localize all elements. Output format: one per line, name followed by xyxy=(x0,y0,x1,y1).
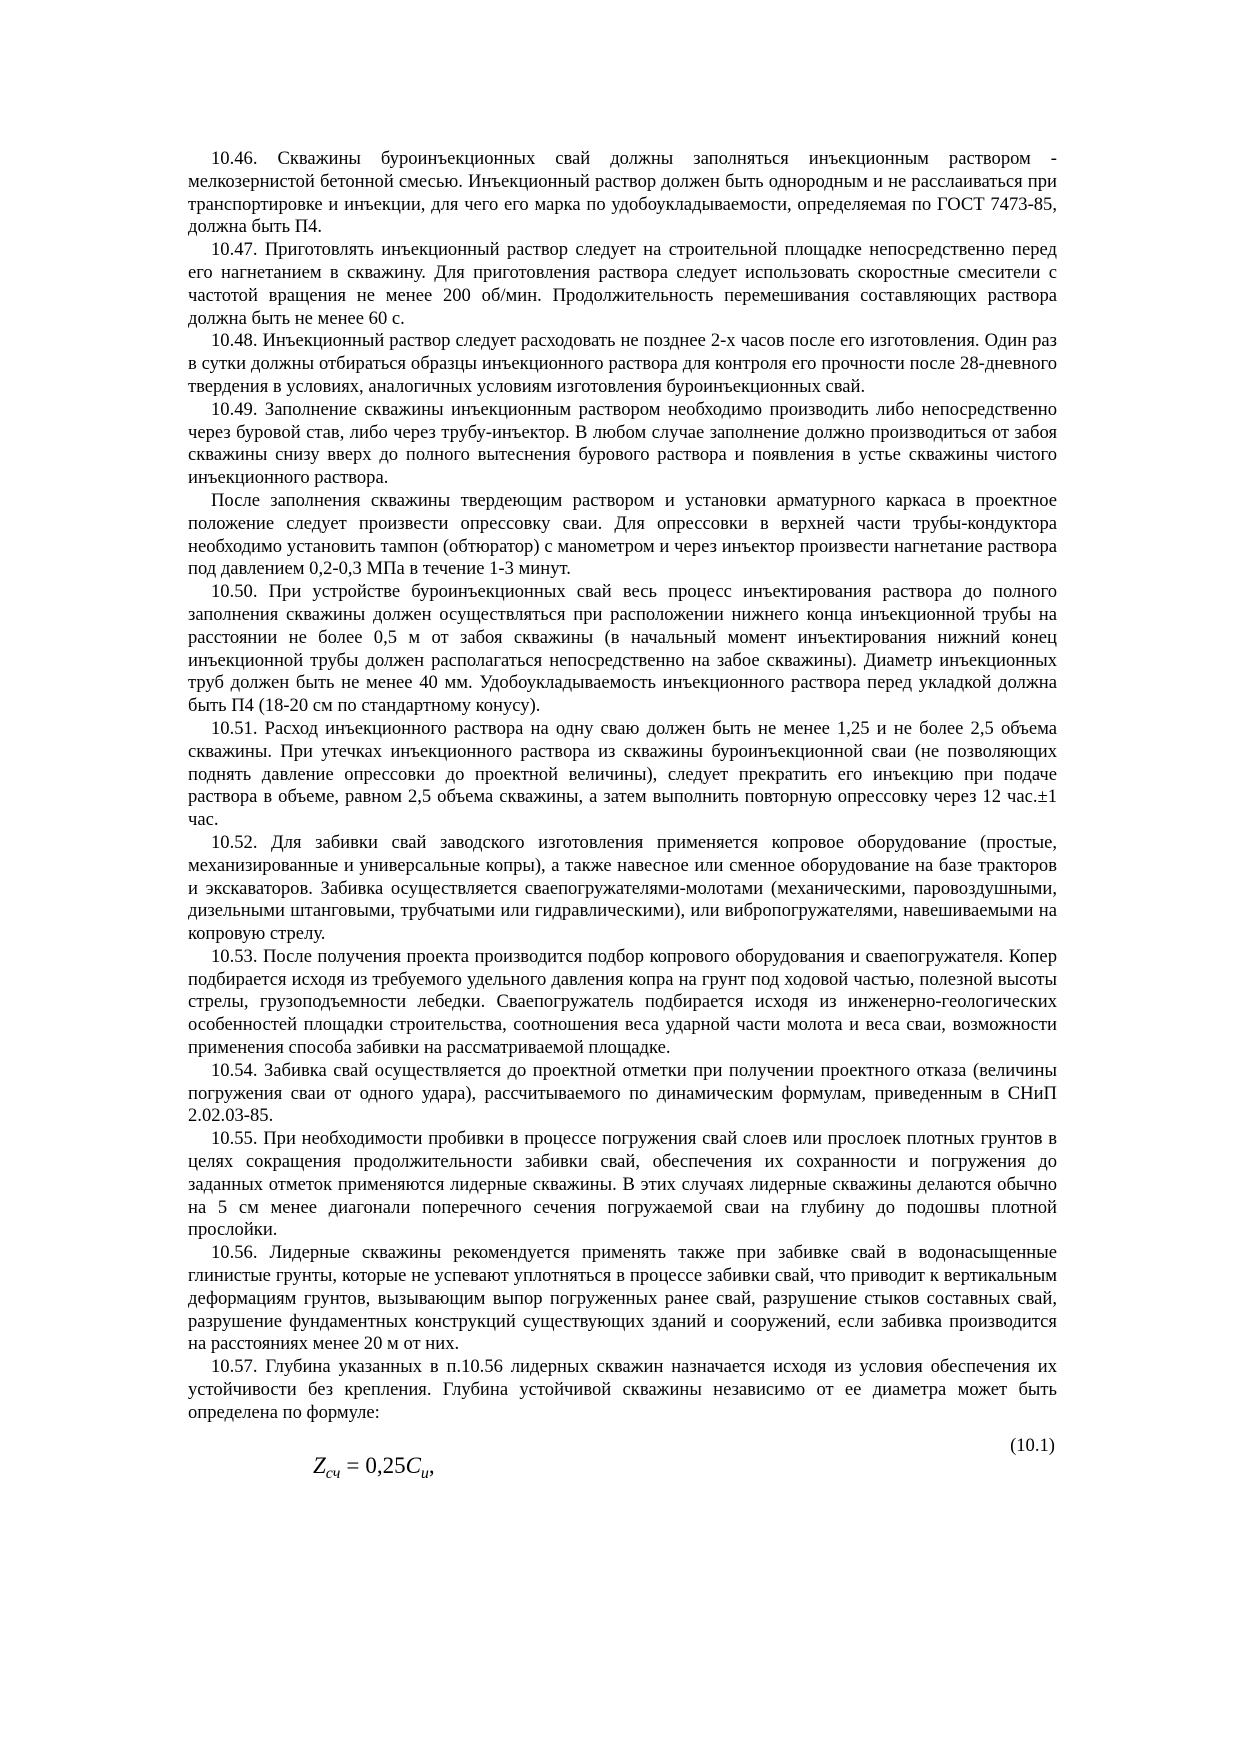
paragraph-10-48: 10.48. Инъекционный раствор следует расходовать не позднее 2-х часов после его изготовления. Один раз в сутки должны отбираться образцы инъекционного раствора для контроля его прочности после 28-дневного твердения в условиях, аналогичных условиям изготовления буроинъекционных свай. xyxy=(188,330,1057,397)
formula-lhs-subscript: сч xyxy=(325,1464,341,1482)
paragraph-10-49: 10.49. Заполнение скважины инъекционным раствором необходимо производить либо непосредственно через буровой став, либо через трубу-инъектор. В любом случае заполнение должно производиться от забоя скважины снизу вверх до полного вытеснения бурового раствора и появления в устье скважины чистого инъекционного раствора. xyxy=(188,398,1057,489)
paragraph-10-53: 10.53. После получения проекта производится подбор копрового оборудования и сваепогружателя. Копер подбирается исходя из требуемого удельного давления копра на грунт под ходовой частью, полезной высоты стрелы, грузоподъемности лебедки. Сваепогружатель подбирается исходя из инженерно-геологических особенностей площадки строительства, соотношения веса ударной части молота и веса сваи, возможности применения способа забивки на рассматриваемой площадке. xyxy=(188,945,1057,1059)
formula xyxy=(313,1452,435,1486)
paragraph-10-55: 10.55. При необходимости пробивки в процессе погружения свай слоев или прослоек плотных грунтов в целях сокращения продолжительности забивки свай, обеспечения их сохранности и погружения до заданных отметок применяются лидерные скважины. В этих случаях лидерные скважины делаются обычно на 5 см менее диагонали поперечного сечения погружаемой сваи на глубину до подошвы плотной прослойки. xyxy=(188,1128,1057,1241)
formula-rhs-subscript: u xyxy=(420,1464,429,1482)
paragraph-10-46: 10.46. Скважины буроинъекционных свай должны заполняться инъекционным раствором - мелкозернистой бетонной смесью. Инъекционный раствор должен быть однородным и не расслаиваться при транспортировке и инъекции, для чего его марка по удобоукладываемости, определяемая по ГОСТ 7473-85, должна быть П4. xyxy=(188,148,1057,238)
paragraph-pressure-test: После заполнения скважины твердеющим раствором и установки арматурного каркаса в проектное положение следует произвести опрессовку сваи. Для опрессовки в верхней части трубы-кондуктора необходимо установить тампон (обтюратор) с манометром и через инъектор произвести нагнетание раствора под давлением 0,2-0,3 МПа в течение 1-3 минут. xyxy=(188,489,1057,580)
paragraph-10-50: 10.50. При устройстве буроинъекционных свай весь процесс инъектирования раствора до полного заполнения скважины должен осуществляться при расположении нижнего конца инъекционной трубы на расстоянии не более 0,5 м от забоя скважины (в начальный момент инъектирования нижний конец инъекционной трубы должен располагаться непосредственно на забое скважины). Диаметр инъекционных труб должен быть не менее 40 мм. Удобоукладываемость инъекционного раствора перед укладкой должна быть П4 (18-20 см по стандартному конусу). xyxy=(188,581,1057,717)
formula-lhs-variable: Z xyxy=(313,1452,326,1478)
formula-trailing-comma: , xyxy=(428,1452,435,1478)
formula-number: (10.1) xyxy=(1010,1434,1055,1456)
paragraph-10-52: 10.52. Для забивки свай заводского изготовления применяется копровое оборудование (простые, механизированные и универсальные копры), а также навесное или сменное оборудование на базе тракторов и экскаваторов. Забивка осуществляется сваепогружателями-молотами (механическими, паровоздушными, дизельными штанговыми, трубчатыми или гидравлическими), или вибропогружателями, навешиваемыми на копровую стрелу. xyxy=(188,831,1057,945)
paragraph-10-57: 10.57. Глубина указанных в п.10.56 лидерных скважин назначается исходя из условия обеспечения их устойчивости без крепления. Глубина устойчивой скважины независимо от ее диаметра может быть определена по формуле: xyxy=(188,1356,1057,1423)
paragraph-10-47: 10.47. Приготовлять инъекционный раствор следует на строительной площадке непосредственно перед его нагнетанием в скважину. Для приготовления раствора следует использовать скоростные смесители с частотой вращения не менее 200 об/мин. Продолжительность перемешивания составляющих раствора должна быть не менее 60 с. xyxy=(188,239,1057,329)
formula-coefficient: 0,25 xyxy=(365,1452,406,1478)
paragraph-10-51: 10.51. Расход инъекционного раствора на одну сваю должен быть не менее 1,25 и не более 2,5 объема скважины. При утечках инъекционного раствора из скважины буроинъекционной сваи (не позволяющих поднять давление опрессовки до проектной величины), следует прекратить его инъекцию при подаче раствора в объеме, равном 2,5 объема скважины, а затем выполнить повторную опрессовку через 12 час.±1 час. xyxy=(188,717,1057,831)
formula-rhs-variable: C xyxy=(405,1452,421,1478)
document-page xyxy=(188,148,1057,1495)
paragraph-10-56: 10.56. Лидерные скважины рекомендуется применять также при забивке свай в водонасыщенные глинистые грунты, которые не успевают уплотняться в процессе забивки свай, что приводит к вертикальным деформациям грунтов, вызывающим выпор погруженных ранее свай, разрушение стыков составных свай, разрушение фундаментных конструкций существующих зданий и сооружений, если забивка производится на расстояниях менее 20 м от них. xyxy=(188,1242,1057,1355)
formula-block xyxy=(188,1425,1057,1495)
paragraph-10-54: 10.54. Забивка свай осуществляется до проектной отметки при получении проектного отказа (величины погружения сваи от одного удара), рассчитываемого по динамическим формулам, приведенным в СНиП 2.02.03-85. xyxy=(188,1059,1057,1127)
formula-equals-sign: = xyxy=(346,1452,360,1478)
